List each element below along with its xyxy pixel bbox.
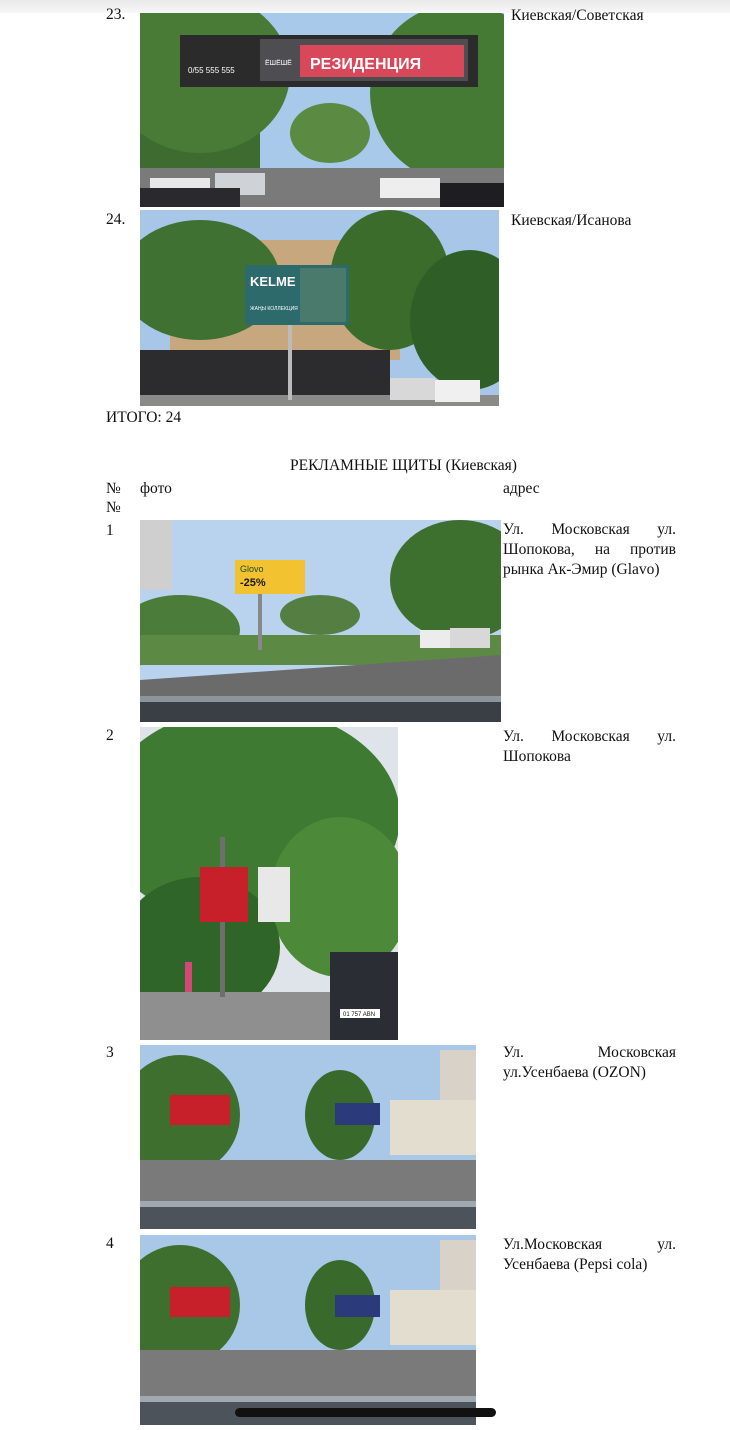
billboard-brand: KELME: [250, 274, 296, 289]
banner-text: РЕЗИДЕНЦИЯ: [310, 56, 422, 73]
row-number: 2: [106, 727, 114, 744]
billboard-discount: -25%: [240, 577, 266, 589]
address-24: Киевская/Исанова: [511, 212, 632, 229]
billboard-text: ЖАҢЫ КОЛЛЕКЦИЯ: [250, 306, 298, 312]
photo-row-2: [140, 727, 398, 1040]
row-number: 24.: [106, 211, 126, 228]
row-number: 1: [106, 522, 114, 539]
banner-phone: 0/55 555 555: [188, 66, 235, 75]
header-num: №: [106, 480, 121, 497]
section-title: РЕКЛАМНЫЕ ЩИТЫ (Киевская): [290, 457, 517, 474]
address-row-2: Ул. Московская ул. Шопокова: [503, 728, 676, 765]
total-line: ИТОГО: 24: [106, 409, 182, 426]
header-photo: фото: [140, 480, 172, 497]
photo-row-3: [140, 1045, 476, 1229]
car-plate: 01 757 ABN: [343, 1012, 376, 1018]
header-num-2: №: [106, 499, 121, 516]
home-indicator[interactable]: [235, 1408, 496, 1417]
address-23: Киевская/Советская: [511, 7, 644, 24]
row-number: 4: [106, 1235, 114, 1252]
photo-kievskaya-sovetskaya: [140, 13, 504, 207]
row-number: 3: [106, 1044, 114, 1061]
header-address: адрес: [503, 480, 540, 497]
address-row-1: Ул. Московская ул. Шопокова, на против рынка Ак-Эмир (Glavo): [503, 521, 676, 578]
billboard-brand: Glovo: [240, 564, 264, 574]
address-row-4: Ул.Московская ул. Усенбаева (Pepsi cola): [503, 1236, 676, 1273]
photo-row-1: [140, 520, 501, 722]
photo-kievskaya-isanova: [140, 210, 499, 406]
row-number: 23.: [106, 6, 126, 23]
photo-row-4: [140, 1235, 476, 1425]
address-row-3: Ул. Московская ул.Усенбаева (OZON): [503, 1044, 676, 1081]
banner-brand: ЁШЁШЁ: [265, 60, 292, 67]
